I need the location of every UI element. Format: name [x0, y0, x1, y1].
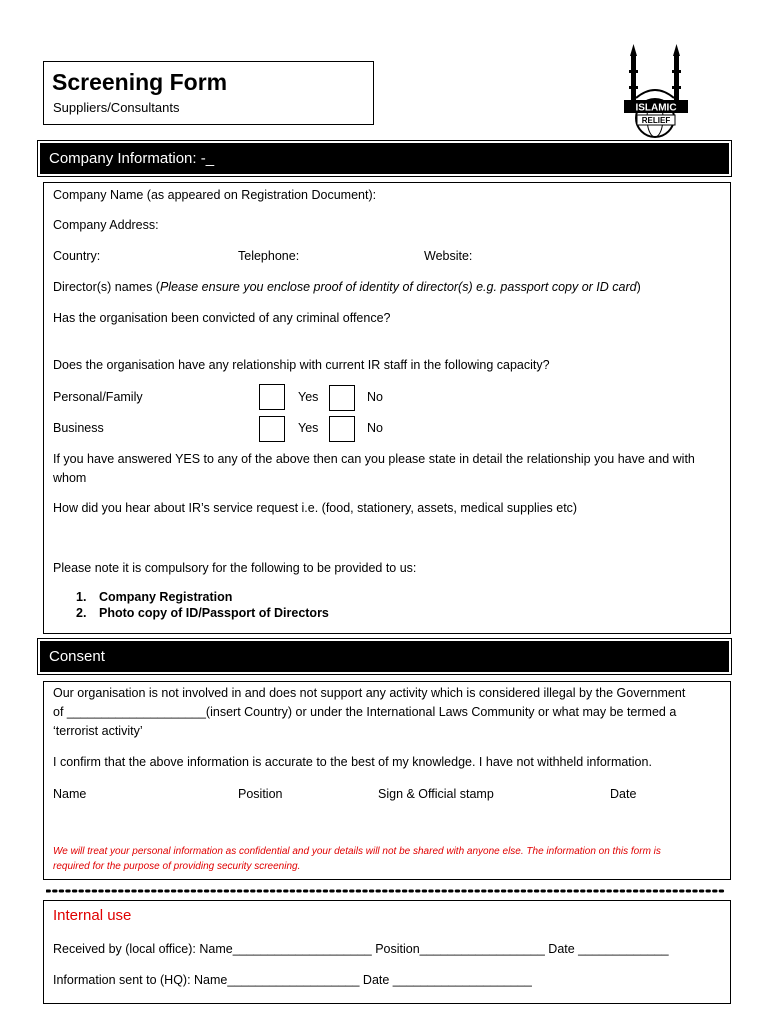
directors-note: Please ensure you enclose proof of identity of director(s) e.g. passport copy or ID card: [159, 280, 637, 294]
business-no-checkbox[interactable]: [329, 416, 355, 442]
list-item: [76, 589, 329, 605]
dotted-separator: [46, 888, 726, 894]
consent-date-label: Date: [610, 787, 637, 801]
personal-no-label: No: [367, 390, 383, 404]
company-address-label: Company Address:: [53, 218, 159, 232]
personal-family-label: Personal/Family: [53, 390, 143, 404]
consent-sign-label: Sign & Official stamp: [378, 787, 494, 801]
personal-yes-label: Yes: [298, 390, 319, 404]
hear-question: How did you hear about IR’s service request i.e. (food, stationery, assets, medical supplies etc): [53, 501, 578, 515]
directors-suffix: ): [636, 280, 641, 294]
consent-statement-line2: of ____________________(insert Country) or under the International Laws Community or what may be termed a: [53, 705, 677, 719]
list-item-number: 2.: [76, 606, 87, 620]
privacy-line2: required for the purpose of providing security screening.: [53, 861, 301, 872]
list-item: [76, 605, 329, 621]
business-label: Business: [53, 421, 104, 435]
business-yes-checkbox[interactable]: [259, 416, 285, 442]
consent-confirm: I confirm that the above information is accurate to the best of my knowledge. I have not withheld information.: [53, 755, 652, 769]
consent-position-label: Position: [238, 787, 283, 801]
business-no-label: No: [367, 421, 383, 435]
privacy-note: [53, 844, 725, 874]
relationship-question: Does the organisation have any relationship with current IR staff in the following capacity?: [53, 358, 550, 372]
directors-prefix: Director(s) names (: [53, 280, 160, 294]
telephone-label: Telephone:: [238, 249, 300, 263]
page-title: Screening Form: [52, 69, 228, 95]
consent-statement-line1: Our organisation is not involved in and does not support any activity which is considered illegal by the Government: [53, 686, 686, 700]
consent-section-header: Consent: [38, 639, 731, 674]
list-item-text: Photo copy of ID/Passport of Directors: [99, 606, 329, 620]
privacy-line1: We will treat your personal information as confidential and your details will not be shared with anyone else. The information on this form is: [53, 846, 661, 857]
country-label: Country:: [53, 249, 101, 263]
logo-text-bottom: RELIEF: [641, 116, 671, 125]
directors-label: [53, 280, 641, 295]
logo-text-top: ISLAMIC: [635, 102, 677, 114]
consent-name-label: Name: [53, 787, 87, 801]
business-yes-label: Yes: [298, 421, 319, 435]
website-label: Website:: [424, 249, 473, 263]
consent-statement-line3: ‘terrorist activity’: [53, 724, 143, 738]
requirements-list: [76, 589, 329, 621]
received-by-line: Received by (local office): Name____________________ Position__________________ Date _____________: [53, 942, 669, 956]
internal-use-title: Internal use: [53, 907, 132, 924]
criminal-question: Has the organisation been convicted of any criminal offence?: [53, 311, 391, 325]
page-subtitle: Suppliers/Consultants: [53, 100, 180, 115]
compulsory-note: Please note it is compulsory for the following to be provided to us:: [53, 561, 417, 575]
company-section-header: Company Information: -_: [38, 141, 731, 176]
sent-to-hq-line: Information sent to (HQ): Name___________________ Date ____________________: [53, 973, 532, 987]
yes-detail-line1: If you have answered YES to any of the above then can you please state in detail the relationship you have and with: [53, 452, 695, 466]
personal-no-checkbox[interactable]: [329, 385, 355, 411]
company-name-label: Company Name (as appeared on Registration Document):: [53, 188, 377, 202]
personal-yes-checkbox[interactable]: [259, 384, 285, 410]
yes-detail-line2: whom: [53, 471, 87, 485]
list-item-text: Company Registration: [99, 590, 233, 604]
list-item-number: 1.: [76, 590, 87, 604]
islamic-relief-logo: [618, 42, 694, 138]
